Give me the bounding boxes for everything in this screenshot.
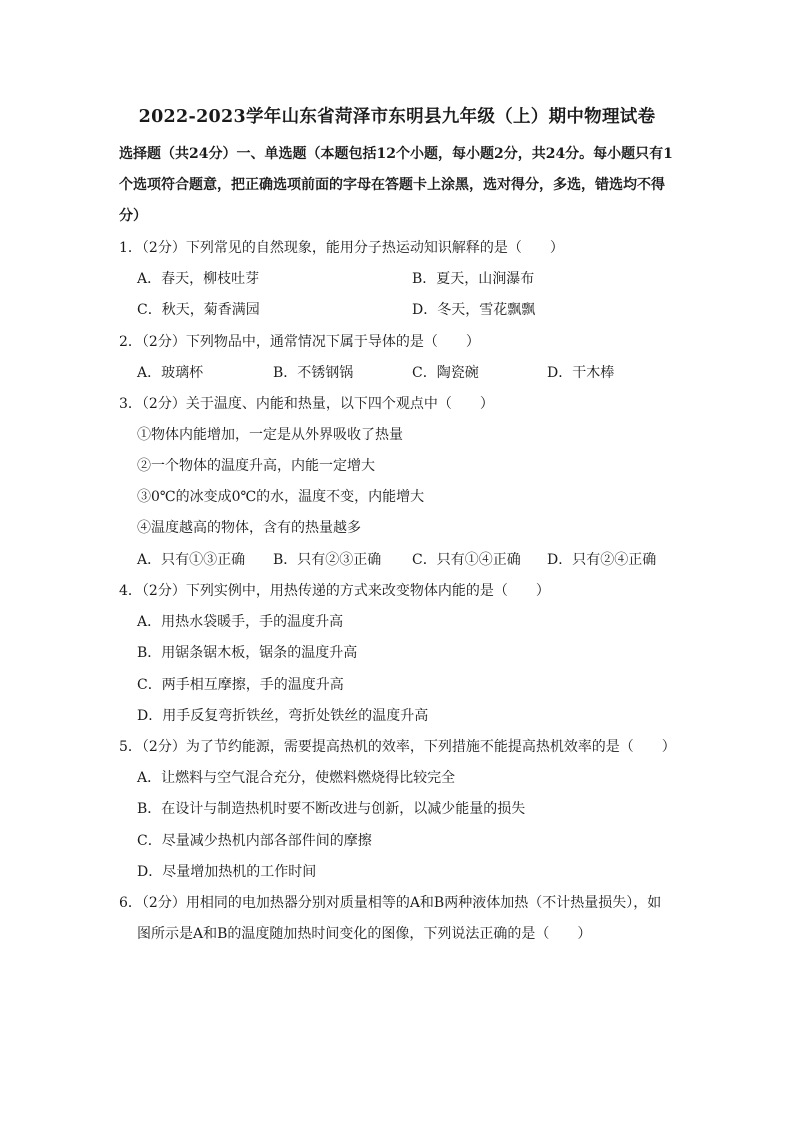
question-3-stem: 3．（2分）关于温度、内能和热量，以下四个观点中（ ）: [119, 396, 494, 412]
question-4-option-b: B．用锯条锯木板，锯条的温度升高: [137, 645, 358, 661]
section-header: 选择题（共24分）一、单选题（本题包括12个小题，每小题2分，共24分。每小题只有1个选项符合题意，把正确选项前面的字母在答题卡上涂黑，选对得分，多选，错选均不得分）: [119, 146, 673, 224]
question-3-option-c: C．只有①④正确: [412, 552, 521, 568]
question-4-option-c: C．两手相互摩擦，手的温度升高: [137, 677, 344, 693]
question-3-option-a: A．只有①③正确: [137, 552, 246, 568]
question-5-option-d: D．尽量增加热机的工作时间: [137, 864, 317, 880]
question-2-option-b: B．不锈钢锅: [273, 365, 354, 381]
question-1-option-c: C．秋天，菊香满园: [137, 302, 260, 318]
question-3-statement-2: ②一个物体的温度升高，内能一定增大: [137, 458, 375, 474]
question-3-statement-4: ④温度越高的物体，含有的热量越多: [137, 520, 361, 536]
question-2-option-a: A．玻璃杯: [137, 365, 204, 381]
question-2-stem: 2．（2分）下列物品中，通常情况下属于导体的是（ ）: [119, 334, 480, 350]
question-3-statement-3: ③0℃的冰变成0℃的水，温度不变，内能增大: [137, 489, 425, 505]
question-5-option-a: A．让燃料与空气混合充分，使燃料燃烧得比较完全: [137, 770, 456, 786]
question-3-option-b: B．只有②③正确: [273, 552, 382, 568]
question-3-statement-1: ①物体内能增加，一定是从外界吸收了热量: [137, 427, 403, 443]
question-6-stem-line-2: 图所示是A和B的温度随加热时间变化的图像，下列说法正确的是（ ）: [137, 926, 592, 942]
question-2-option-c: C．陶瓷碗: [412, 365, 479, 381]
question-1-option-a: A．春天，柳枝吐芽: [137, 271, 260, 287]
question-1-stem: 1．（2分）下列常见的自然现象，能用分子热运动知识解释的是（ ）: [119, 240, 564, 256]
question-5-option-c: C．尽量减少热机内部各部件间的摩擦: [137, 833, 372, 849]
question-3-option-d: D．只有②④正确: [547, 552, 657, 568]
question-4-stem: 4．（2分）下列实例中，用热传递的方式来改变物体内能的是（ ）: [119, 583, 550, 599]
question-5-option-b: B．在设计与制造热机时要不断改进与创新，以减少能量的损失: [137, 801, 526, 817]
question-4-option-a: A．用热水袋暖手，手的温度升高: [137, 614, 344, 630]
question-1-option-d: D．冬天，雪花飘飘: [412, 302, 536, 318]
question-6-stem-line-1: 6．（2分）用相同的电加热器分别对质量相等的A和B两种液体加热（不计热量损失），如: [119, 895, 662, 911]
question-5-stem: 5．（2分）为了节约能源，需要提高热机的效率，下列措施不能提高热机效率的是（ ）: [119, 739, 676, 755]
question-1-option-b: B．夏天，山涧瀑布: [412, 271, 535, 287]
question-4-option-d: D．用手反复弯折铁丝，弯折处铁丝的温度升高: [137, 708, 429, 724]
question-2-option-d: D．干木棒: [547, 365, 615, 381]
exam-title: 2022-2023学年山东省菏泽市东明县九年级（上）期中物理试卷: [138, 107, 656, 127]
